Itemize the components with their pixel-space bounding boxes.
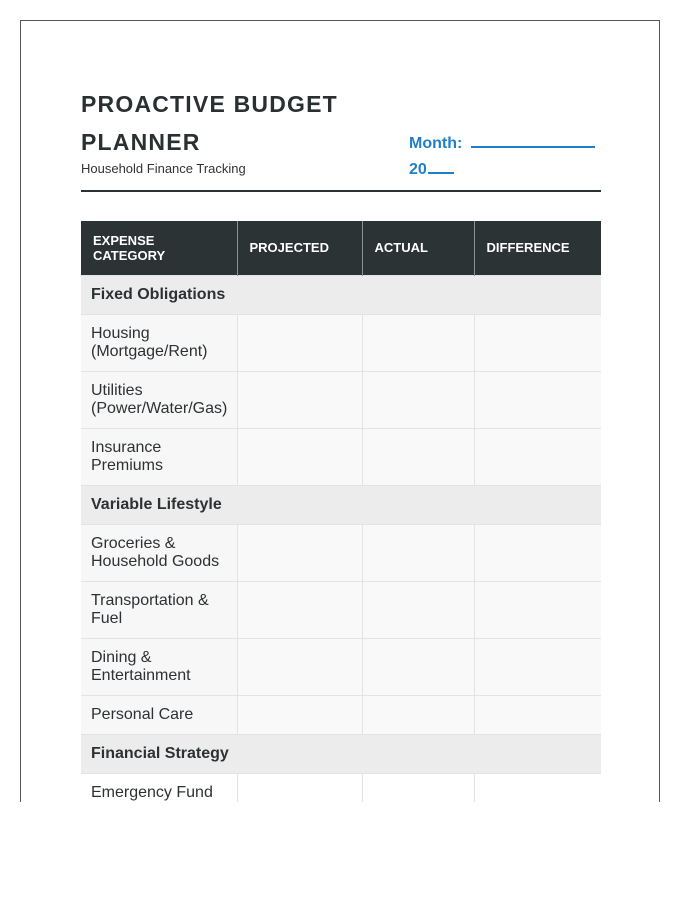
projected-cell[interactable] xyxy=(237,428,362,485)
section-row xyxy=(81,275,601,314)
column-header-difference: DIFFERENCE xyxy=(474,221,601,275)
document-page xyxy=(20,20,660,802)
column-header-projected: PROJECTED xyxy=(237,221,362,275)
difference-cell[interactable] xyxy=(474,371,601,428)
projected-cell[interactable] xyxy=(237,371,362,428)
difference-cell[interactable] xyxy=(474,695,601,734)
category-label: Housing (Mortgage/Rent) xyxy=(81,314,237,371)
section-row xyxy=(81,485,601,524)
difference-cell[interactable] xyxy=(474,524,601,581)
document-header xyxy=(81,81,601,192)
category-label: Insurance Premiums xyxy=(81,428,237,485)
actual-cell[interactable] xyxy=(362,371,474,428)
category-label: Groceries & Household Goods xyxy=(81,524,237,581)
table-row xyxy=(81,524,601,581)
table-row xyxy=(81,581,601,638)
category-label: Personal Care xyxy=(81,695,237,734)
month-blank-field[interactable] xyxy=(471,132,595,148)
actual-cell[interactable] xyxy=(362,581,474,638)
year-label: 20 xyxy=(409,161,427,178)
category-label: Emergency Fund xyxy=(81,773,237,802)
table-row xyxy=(81,314,601,371)
difference-cell[interactable] xyxy=(474,773,601,802)
projected-cell[interactable] xyxy=(237,581,362,638)
page-subtitle: Household Finance Tracking xyxy=(81,161,246,176)
projected-cell[interactable] xyxy=(237,773,362,802)
budget-table xyxy=(81,221,601,802)
projected-cell[interactable] xyxy=(237,695,362,734)
month-year-block xyxy=(409,131,595,183)
section-row xyxy=(81,734,601,773)
projected-cell[interactable] xyxy=(237,524,362,581)
table-row xyxy=(81,638,601,695)
table-row xyxy=(81,428,601,485)
difference-cell[interactable] xyxy=(474,638,601,695)
section-title: Financial Strategy xyxy=(81,734,601,773)
category-label: Transportation & Fuel xyxy=(81,581,237,638)
column-header-actual: ACTUAL xyxy=(362,221,474,275)
actual-cell[interactable] xyxy=(362,524,474,581)
year-blank-field[interactable] xyxy=(428,158,454,174)
category-label: Dining & Entertainment xyxy=(81,638,237,695)
difference-cell[interactable] xyxy=(474,581,601,638)
actual-cell[interactable] xyxy=(362,314,474,371)
table-row xyxy=(81,371,601,428)
difference-cell[interactable] xyxy=(474,314,601,371)
section-title: Variable Lifestyle xyxy=(81,485,601,524)
projected-cell[interactable] xyxy=(237,314,362,371)
column-header-category: EXPENSE CATEGORY xyxy=(81,221,237,275)
page-title: PROACTIVE BUDGET PLANNER xyxy=(81,91,338,155)
section-title: Fixed Obligations xyxy=(81,275,601,314)
table-row xyxy=(81,773,601,802)
projected-cell[interactable] xyxy=(237,638,362,695)
actual-cell[interactable] xyxy=(362,773,474,802)
table-row xyxy=(81,695,601,734)
month-label: Month: xyxy=(409,135,463,152)
table-header-row xyxy=(81,221,601,275)
difference-cell[interactable] xyxy=(474,428,601,485)
actual-cell[interactable] xyxy=(362,428,474,485)
actual-cell[interactable] xyxy=(362,638,474,695)
category-label: Utilities (Power/Water/Gas) xyxy=(81,371,237,428)
actual-cell[interactable] xyxy=(362,695,474,734)
